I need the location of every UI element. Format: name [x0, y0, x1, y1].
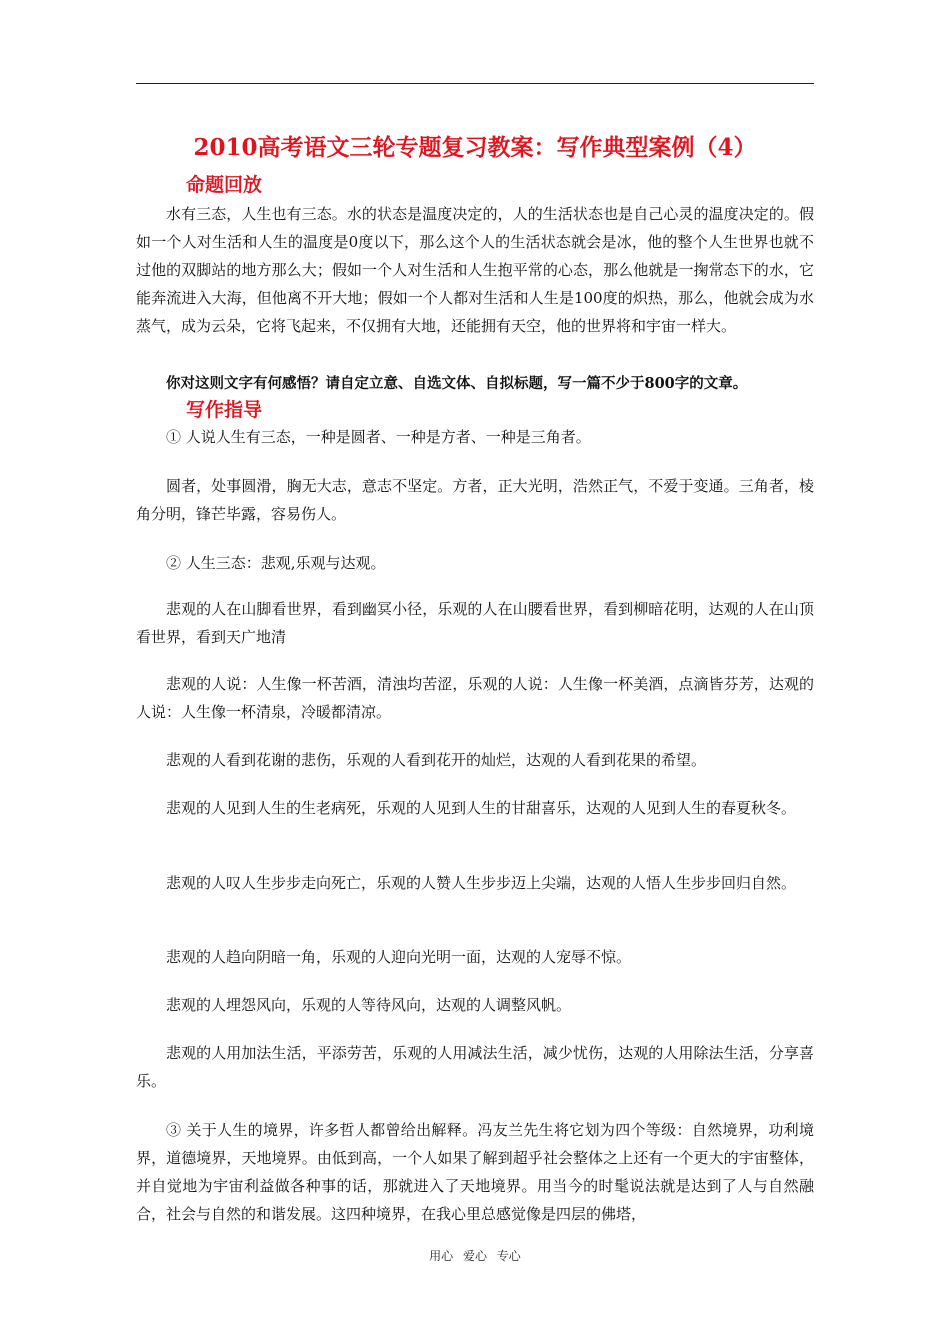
section-heading-mingti: 命题回放 — [186, 174, 263, 196]
page-footer: 用心 爱心 专心 — [429, 1249, 521, 1263]
guide-paragraph: ③ 关于人生的境界，许多哲人都曾给出解释。冯友兰先生将它划为四个等级：自然境界，功利境界，道德境界，天地境界。由低到高，一个人如果了解到超乎社会整体之上还有一个更大的宇宙整体，并自觉地为宇宙利益做各种事的话，那就进入了天地境界。用当今的时髦说法就是达到了人与自然融合，社会与自然的和谐发展。这四种境界，在我心里总感觉像是四层的佛塔， — [136, 1121, 814, 1223]
document-title: 2010高考语文三轮专题复习教案：写作典型案例（4） — [193, 134, 757, 161]
guide-paragraph: 悲观的人叹人生步步走向死亡，乐观的人赞人生步步迈上尖端，达观的人悟人生步步回归自然。 — [166, 874, 797, 892]
prompt-paragraph: 水有三态，人生也有三态。水的状态是温度决定的，人的生活状态也是自己心灵的温度决定的。假如一个人对生活和人生的温度是0度以下，那么这个人的生活状态就会是冰，他的整个人生世界也就不过他的双脚站的地方那么大；假如一个人对生活和人生抱平常的心态，那么他就是一掬常态下的水，它能奔流进入大海，但他离不开大地；假如一个人都对生活和人生是100度的炽热，那么，他就会成为水蒸气，成为云朵，它将飞起来，不仅拥有大地，还能拥有天空，他的世界将和宇宙一样大。 — [136, 205, 814, 335]
guide-paragraph: 悲观的人看到花谢的悲伤，乐观的人看到花开的灿烂，达观的人看到花果的希望。 — [166, 751, 707, 769]
guide-paragraph: 悲观的人用加法生活，平添劳苦，乐观的人用减法生活，减少忧伤，达观的人用除法生活，分享喜乐。 — [136, 1044, 814, 1090]
header-rule — [136, 83, 814, 84]
guide-paragraph: 悲观的人说：人生像一杯苦酒，清浊均苦涩，乐观的人说：人生像一杯美酒，点滴皆芬芳，达观的人说：人生像一杯清泉，冷暖都清凉。 — [136, 675, 814, 721]
guide-paragraph: ① 人说人生有三态，一种是圆者、一种是方者、一种是三角者。 — [166, 428, 591, 446]
guide-paragraph: 悲观的人在山脚看世界，看到幽冥小径，乐观的人在山腰看世界，看到柳暗花明，达观的人在山顶看世界，看到天广地清 — [136, 600, 814, 646]
guide-paragraph: 悲观的人趋向阴暗一角，乐观的人迎向光明一面，达观的人宠辱不惊。 — [166, 948, 632, 966]
writing-question: 你对这则文字有何感悟？请自定立意、自选文体、自拟标题，写一篇不少于800字的文章。 — [166, 375, 748, 392]
guide-paragraph: 圆者，处事圆滑，胸无大志，意志不坚定。方者，正大光明，浩然正气，不爱于变通。三角者，棱角分明，锋芒毕露，容易伤人。 — [136, 477, 814, 523]
guide-paragraph: 悲观的人埋怨风向，乐观的人等待风向，达观的人调整风帆。 — [166, 996, 572, 1014]
guide-paragraph: ② 人生三态：悲观,乐观与达观。 — [166, 554, 386, 572]
guide-paragraph: 悲观的人见到人生的生老病死，乐观的人见到人生的甘甜喜乐，达观的人见到人生的春夏秋冬。 — [166, 799, 797, 817]
section-heading-xiezuo: 写作指导 — [186, 399, 263, 421]
